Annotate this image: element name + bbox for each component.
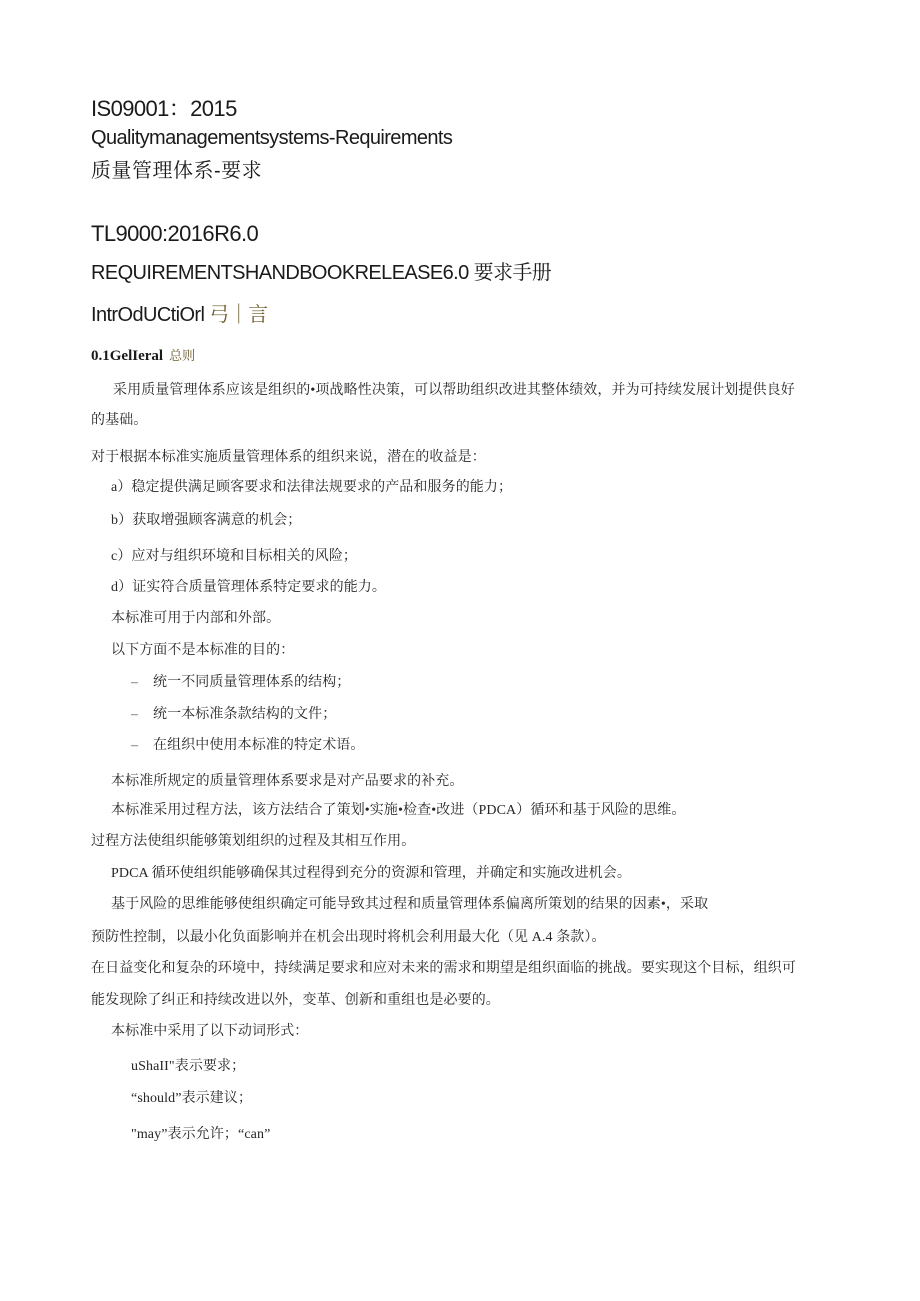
paragraph-10-line-2: 能发现除了纠正和持续改进以外，变革、创新和重组也是必要的。 [91, 993, 500, 1008]
verb-form-shall: uShaII"表示要求； [131, 1059, 246, 1074]
list-item-b: b）获取增强顾客满意的机会； [111, 513, 302, 528]
paragraph-3: 本标准可用于内部和外部。 [111, 611, 281, 626]
introduction-heading-cn: 弓｜言 [209, 304, 268, 326]
paragraph-10-line-1: 在日益变化和复杂的环境中，持续满足要求和应对未来的需求和期望是组织面临的挑战。要实现这个目标，组织可 [91, 961, 796, 976]
dash-bullet: – [131, 675, 139, 690]
paragraph-9-line-2: 预防性控制，以最小化负面影响并在机会出现时将机会利用最大化（见 A.4 条款）。 [91, 930, 606, 945]
paragraph-1-line-1: 采用质量管理体系应该是组织的•项战略性决策，可以帮助组织改进其整体绩效，并为可持续发展计划提供良好 [113, 383, 795, 398]
paragraph-2: 对于根据本标准实施质量管理体系的组织来说，潜在的收益是： [91, 450, 486, 465]
section-title-cn: 总则 [169, 348, 196, 363]
list-item-d: d）证实符合质量管理体系特定要求的能力。 [111, 580, 386, 595]
dash-item-text: 统一不同质量管理体系的结构； [153, 675, 351, 690]
paragraph-1-line-2: 的基础。 [91, 413, 148, 428]
dash-list-item [131, 703, 336, 723]
paragraph-11: 本标准中采用了以下动词形式： [111, 1024, 309, 1039]
dash-list-item [131, 671, 350, 691]
introduction-heading [91, 298, 268, 327]
introduction-heading-en: IntrOdUCtiOrl [91, 304, 205, 326]
list-item-a: a）稳定提供满足顾客要求和法律法规要求的产品和服务的能力； [111, 480, 513, 495]
paragraph-6: 本标准采用过程方法，该方法结合了策划•实施•检查•改进（PDCA）循环和基于风险的思维。 [111, 803, 686, 818]
paragraph-4: 以下方面不是本标准的目的： [111, 643, 295, 658]
paragraph-7: 过程方法使组织能够策划组织的过程及其相互作用。 [91, 834, 416, 849]
iso-title-en: Qualitymanagementsystems-Requirements [91, 127, 453, 149]
iso-title-cn: 质量管理体系-要求 [91, 160, 263, 182]
dash-list-item [131, 734, 365, 754]
verb-form-should: “should”表示建议； [131, 1091, 253, 1106]
dash-bullet: – [131, 738, 139, 753]
list-item-c: c）应对与组织环境和目标相关的风险； [111, 549, 358, 564]
dash-bullet: – [131, 707, 139, 722]
tl-title-heading: REQUIREMENTSHANDBOOKRELEASE6.0 要求手册 [91, 262, 552, 284]
iso-code-heading: IS09001：2015 [91, 96, 237, 121]
tl-code-heading: TL9000:2016R6.0 [91, 221, 259, 246]
verb-form-may-can: "may”表示允许；“can” [131, 1127, 271, 1142]
section-number: 0.1GelIeral [91, 348, 164, 364]
paragraph-8: PDCA 循环使组织能够确保其过程得到充分的资源和管理，并确定和实施改进机会。 [111, 866, 631, 881]
section-heading [91, 345, 195, 365]
paragraph-9-line-1: 基于风险的思维能够使组织确定可能导致其过程和质量管理体系偏离所策划的结果的因素•，采取 [111, 897, 709, 912]
dash-item-text: 在组织中使用本标准的特定术语。 [153, 738, 365, 753]
dash-item-text: 统一本标准条款结构的文件； [153, 707, 337, 722]
paragraph-5: 本标准所规定的质量管理体系要求是对产品要求的补充。 [111, 774, 464, 789]
